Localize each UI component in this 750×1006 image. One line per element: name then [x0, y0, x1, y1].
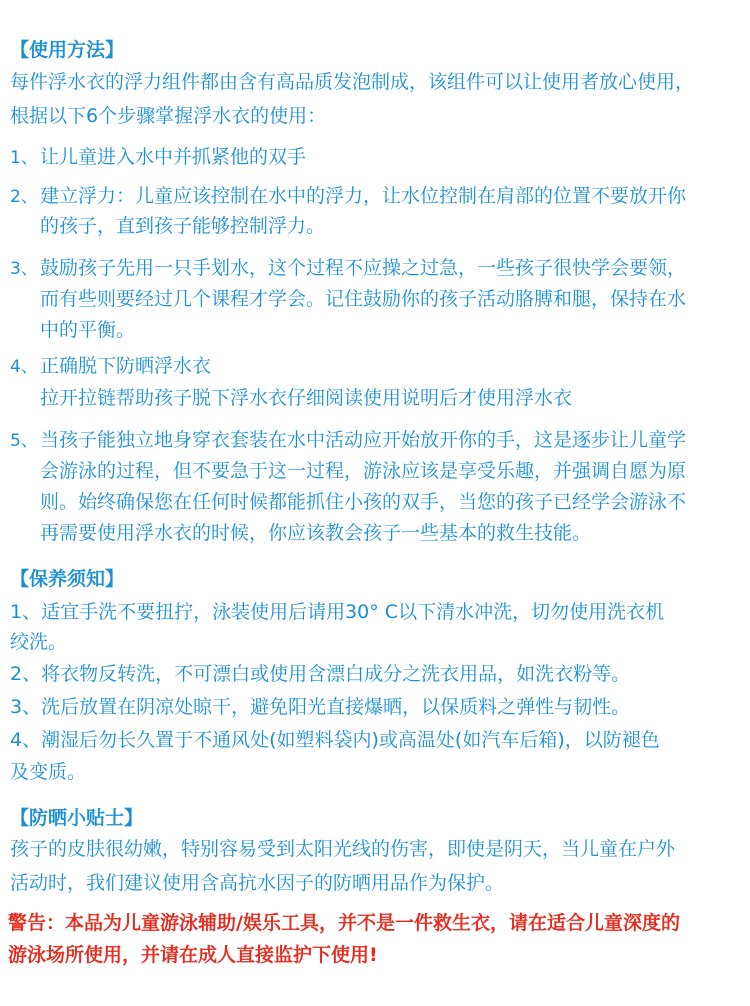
care-item-3: 3、洗后放置在阴凉处晾干，避免阳光直接爆晒，以保质料之弹性与韧性。: [10, 696, 631, 718]
care-item-1: 1、适宜手洗不要扭拧，泳装使用后请用30° C以下清水冲洗，切勿使用洗衣机: [10, 601, 665, 623]
care-item-4: 4、潮湿后勿长久置于不通风处(如塑料袋内)或高温处(如汽车后箱)，以防褪色: [10, 729, 660, 751]
step-number: 2、: [10, 187, 38, 207]
usage-step-3: [10, 256, 686, 281]
usage-heading: 【使用方法】: [10, 39, 125, 61]
usage-step-5-cont-1: 会游泳的过程，但不要急于这一过程，游泳应该是享受乐趣，并强调自愿为原: [40, 460, 687, 482]
sun-heading: 【防晒小贴士】: [10, 807, 144, 829]
step-text: 正确脱下防晒浮水衣: [40, 355, 212, 377]
warning-line-2: 游泳场所使用，并请在成人直接监护下使用!: [8, 944, 378, 966]
usage-step-3-cont-2: 中的平衡。: [40, 319, 136, 341]
usage-intro-line-1: 每件浮水衣的浮力组件都由含有高品质发泡制成，该组件可以让使用者放心使用，: [10, 71, 695, 93]
step-number: 1、: [10, 148, 38, 168]
care-heading: 【保养须知】: [10, 568, 125, 590]
sun-line-2: 活动时，我们建议使用含高抗水因子的防晒用品作为保护。: [10, 872, 505, 894]
care-item-4-cont: 及变质。: [10, 761, 87, 783]
usage-step-5-cont-3: 再需要使用浮水衣的时候，你应该教会孩子一些基本的救生技能。: [40, 522, 592, 544]
care-item-1-cont: 绞洗。: [10, 631, 68, 653]
usage-step-3-cont-1: 而有些则要经过几个课程才学会。记住鼓励你的孩子活动胳膊和腿，保持在水: [40, 288, 687, 310]
step-text: 当孩子能独立地身穿衣套装在水中活动应开始放开你的手，这是逐步让儿童学: [40, 429, 687, 451]
usage-step-4-cont: 拉开拉链帮助孩子脱下浮水衣仔细阅读使用说明后才使用浮水衣: [40, 387, 573, 409]
usage-intro-line-2: 根据以下6个步骤掌握浮水衣的使用：: [10, 105, 327, 127]
step-text: 让儿童进入水中并抓紧他的双手: [40, 146, 307, 168]
step-number: 4、: [10, 357, 38, 377]
usage-step-2-cont: 的孩子，直到孩子能够控制浮力。: [40, 215, 326, 237]
sun-line-1: 孩子的皮肤很幼嫩，特别容易受到太阳光线的伤害，即使是阴天，当儿童在户外: [10, 838, 676, 860]
usage-step-5-cont-2: 则。始终确保您在任何时候都能抓住小孩的双手，当您的孩子已经学会游泳不: [40, 491, 687, 513]
step-number: 5、: [10, 431, 38, 451]
step-number: 3、: [10, 259, 38, 279]
step-text: 建立浮力：儿童应该控制在水中的浮力，让水位控制在肩部的位置不要放开你: [40, 185, 687, 207]
usage-step-1: [10, 145, 306, 170]
care-item-2: 2、将衣物反转洗，不可漂白或使用含漂白成分之洗衣用品，如洗衣粉等。: [10, 663, 631, 685]
usage-step-2: [10, 184, 686, 209]
usage-step-5: [10, 428, 686, 453]
usage-step-4: [10, 354, 211, 379]
warning-line-1: 警告：本品为儿童游泳辅助/娱乐工具，并不是一件救生衣，请在适合儿童深度的: [8, 912, 680, 934]
step-text: 鼓励孩子先用一只手划水，这个过程不应操之过急，一些孩子很快学会要领，: [40, 257, 687, 279]
